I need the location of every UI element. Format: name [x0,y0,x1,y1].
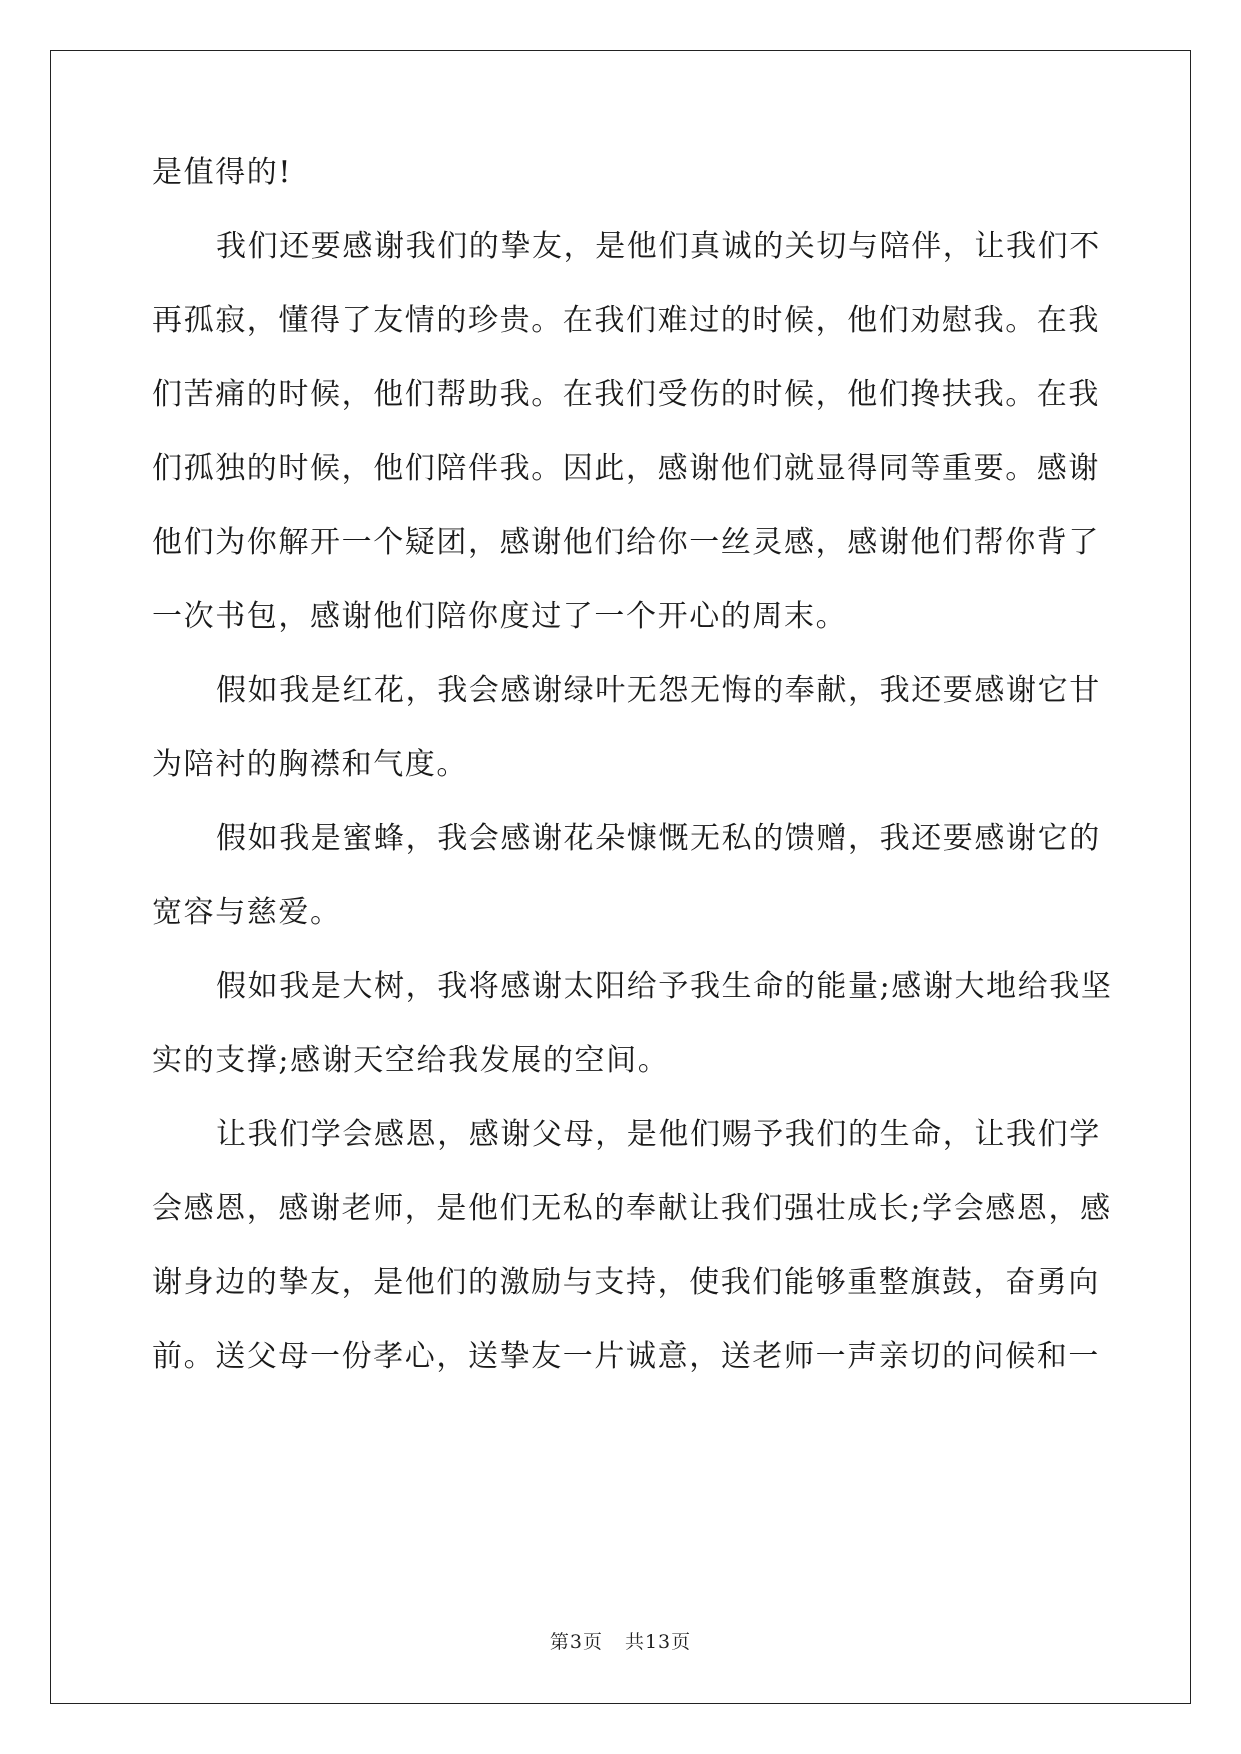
page-footer [0,1627,1241,1654]
text-line: 一次书包，感谢他们陪你度过了一个开心的周末。 [152,599,848,634]
text-line: 宽容与慈爱。 [152,895,342,930]
text-line: 谢身边的挚友，是他们的激励与支持，使我们能够重整旗鼓，奋勇向 [152,1265,1100,1300]
page-number: 第3页 [549,1631,603,1653]
text-line: 实的支撑;感谢天空给我发展的空间。 [152,1043,670,1078]
total-pages: 共13页 [624,1631,692,1653]
text-line: 前。送父母一份孝心，送挚友一片诚意，送老师一声亲切的问候和一 [152,1339,1100,1374]
paragraph-start-line: 我们还要感谢我们的挚友，是他们真诚的关切与陪伴，让我们不 [216,229,1101,264]
paragraph-start-line: 假如我是蜜蜂，我会感谢花朵慷慨无私的馈赠，我还要感谢它的 [216,821,1101,856]
text-line: 他们为你解开一个疑团，感谢他们给你一丝灵感，感谢他们帮你背了 [152,525,1100,560]
page-border [50,50,1191,1704]
paragraph-start-line: 假如我是红花，我会感谢绿叶无怨无悔的奉献，我还要感谢它甘 [216,673,1101,708]
text-line: 为陪衬的胸襟和气度。 [152,747,468,782]
paragraph-start-line: 让我们学会感恩，感谢父母，是他们赐予我们的生命，让我们学 [216,1117,1101,1152]
text-line: 是值得的! [152,155,293,190]
paragraph-start-line: 假如我是大树，我将感谢太阳给予我生命的能量;感谢大地给我坚 [216,969,1113,1004]
text-line: 会感恩，感谢老师，是他们无私的奉献让我们强壮成长;学会感恩，感 [152,1191,1112,1226]
text-line: 再孤寂，懂得了友情的珍贵。在我们难过的时候，他们劝慰我。在我 [152,303,1100,338]
text-line: 们孤独的时候，他们陪伴我。因此，感谢他们就显得同等重要。感谢 [152,451,1100,486]
text-line: 们苦痛的时候，他们帮助我。在我们受伤的时候，他们搀扶我。在我 [152,377,1100,412]
